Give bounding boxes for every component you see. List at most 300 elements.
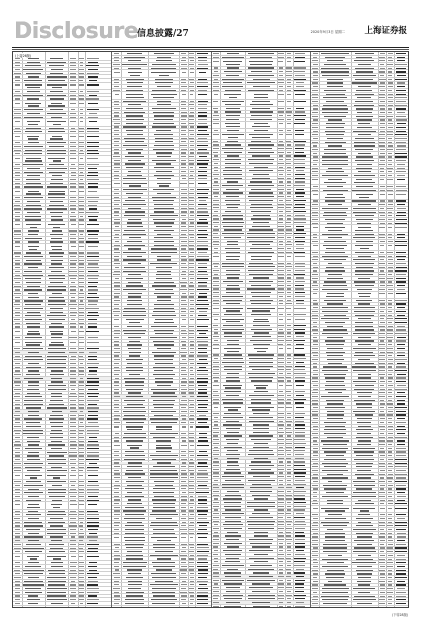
table-cell bbox=[197, 82, 208, 83]
table-cell bbox=[388, 444, 393, 445]
table-cell bbox=[198, 348, 206, 349]
table-cell bbox=[396, 584, 406, 585]
table-cell bbox=[294, 314, 306, 315]
table-cell bbox=[287, 524, 291, 525]
table-cell bbox=[113, 573, 120, 574]
table-cell bbox=[47, 186, 67, 187]
table-cell bbox=[79, 496, 84, 497]
table-cell bbox=[71, 389, 76, 390]
table-cell bbox=[325, 573, 344, 574]
table-cell bbox=[151, 537, 176, 538]
table-cell bbox=[226, 288, 240, 289]
table-cell bbox=[379, 392, 384, 393]
table-cell bbox=[23, 95, 43, 96]
table-cell bbox=[224, 369, 243, 370]
table-cell bbox=[354, 105, 374, 106]
table-cell bbox=[115, 378, 119, 379]
table-cell bbox=[352, 366, 376, 367]
table-cell bbox=[197, 211, 208, 212]
table-cell bbox=[214, 71, 218, 72]
table-cell bbox=[181, 119, 186, 120]
table-cell bbox=[150, 555, 178, 556]
table-cell bbox=[157, 540, 171, 541]
table-cell bbox=[15, 201, 21, 202]
table-cell bbox=[181, 455, 186, 456]
table-cell bbox=[229, 97, 237, 98]
table-cell bbox=[128, 477, 141, 478]
table-cell bbox=[278, 226, 284, 227]
table-cell bbox=[150, 514, 178, 515]
table-cell bbox=[79, 95, 84, 96]
table-cell bbox=[387, 440, 392, 441]
table-cell bbox=[114, 415, 120, 416]
table-cell bbox=[190, 90, 194, 91]
table-cell bbox=[287, 263, 291, 264]
table-cell bbox=[294, 123, 305, 124]
continued-from-label: (上接26版) bbox=[15, 54, 32, 58]
table-cell bbox=[213, 385, 219, 386]
table-cell bbox=[157, 462, 170, 463]
table-cell bbox=[126, 115, 143, 116]
table-cell bbox=[279, 141, 284, 142]
table-cell bbox=[70, 286, 77, 287]
table-cell bbox=[181, 222, 186, 223]
table-cell bbox=[79, 80, 83, 81]
table-cell bbox=[14, 286, 20, 287]
table-cell bbox=[286, 200, 291, 201]
table-cell bbox=[380, 223, 385, 224]
table-cell bbox=[47, 514, 67, 515]
table-cell bbox=[324, 429, 346, 430]
table-cell bbox=[249, 263, 272, 264]
table-cell bbox=[27, 441, 40, 442]
table-cell bbox=[29, 249, 37, 250]
table-cell bbox=[156, 518, 172, 519]
table-cell bbox=[380, 470, 385, 471]
table-cell bbox=[278, 402, 283, 403]
table-cell bbox=[251, 204, 272, 205]
table-cell bbox=[47, 481, 66, 482]
table-cell bbox=[123, 271, 145, 272]
table-cell bbox=[312, 485, 318, 486]
table-cell bbox=[250, 148, 271, 149]
table-cell bbox=[114, 370, 120, 371]
table-cell bbox=[214, 458, 219, 459]
table-cell bbox=[354, 459, 374, 460]
table-cell bbox=[70, 216, 76, 217]
table-cell bbox=[79, 544, 85, 545]
table-cell bbox=[294, 207, 305, 208]
table-cell bbox=[197, 507, 209, 508]
table-cell bbox=[251, 256, 272, 257]
table-cell bbox=[190, 537, 194, 538]
table-cell bbox=[113, 156, 120, 157]
table-cell bbox=[15, 158, 20, 159]
table-cell bbox=[313, 500, 317, 501]
table-cell bbox=[51, 342, 63, 343]
table-cell bbox=[294, 115, 306, 116]
table-cell bbox=[388, 573, 392, 574]
table-cell bbox=[323, 547, 348, 548]
table-cell bbox=[387, 149, 392, 150]
table-cell bbox=[71, 485, 76, 486]
table-cell bbox=[287, 94, 291, 95]
table-cell bbox=[70, 378, 76, 379]
table-cell bbox=[15, 62, 20, 63]
table-cell bbox=[224, 391, 241, 392]
table-cell bbox=[213, 602, 218, 603]
table-cell bbox=[295, 428, 304, 429]
table-cell bbox=[114, 208, 120, 209]
table-cell bbox=[87, 164, 99, 165]
table-cell bbox=[181, 226, 186, 227]
table-cell bbox=[395, 245, 407, 246]
table-cell bbox=[181, 68, 187, 69]
table-cell bbox=[295, 285, 304, 286]
table-cell bbox=[379, 86, 386, 87]
table-cell bbox=[71, 536, 76, 537]
table-cell bbox=[181, 392, 186, 393]
table-cell bbox=[197, 330, 208, 331]
table-cell bbox=[24, 208, 42, 209]
table-cell bbox=[197, 466, 209, 467]
table-cell bbox=[154, 241, 174, 242]
table-cell bbox=[114, 477, 120, 478]
table-cell bbox=[79, 208, 84, 209]
table-cell bbox=[71, 212, 76, 213]
table-cell bbox=[313, 481, 318, 482]
table-cell bbox=[79, 271, 84, 272]
table-cell bbox=[294, 185, 305, 186]
table-cell bbox=[323, 329, 347, 330]
table-cell bbox=[114, 499, 120, 500]
table-cell bbox=[223, 595, 243, 596]
table-cell bbox=[287, 274, 291, 275]
table-cell bbox=[380, 477, 384, 478]
table-cell bbox=[278, 407, 284, 408]
table-cell bbox=[71, 470, 76, 471]
table-cell bbox=[115, 569, 119, 570]
table-cell bbox=[154, 230, 175, 231]
table-cell bbox=[87, 260, 99, 261]
table-cell bbox=[295, 424, 305, 425]
table-cell bbox=[189, 330, 194, 331]
table-cell bbox=[295, 292, 305, 293]
table-cell bbox=[79, 84, 84, 85]
table-cell bbox=[279, 550, 284, 551]
table-cell bbox=[124, 112, 144, 113]
table-cell bbox=[388, 377, 393, 378]
table-cell bbox=[312, 97, 319, 98]
table-cell bbox=[70, 65, 75, 66]
table-cell bbox=[250, 181, 272, 182]
table-cell bbox=[286, 340, 291, 341]
table-cell bbox=[213, 443, 219, 444]
table-cell bbox=[52, 230, 62, 231]
table-cell bbox=[388, 340, 393, 341]
table-cell bbox=[295, 580, 305, 581]
table-cell bbox=[199, 167, 207, 168]
table-cell bbox=[325, 536, 345, 537]
table-cell bbox=[151, 411, 176, 412]
table-cell bbox=[278, 476, 284, 477]
table-cell bbox=[79, 374, 84, 375]
table-cell bbox=[388, 596, 392, 597]
table-cell bbox=[128, 462, 142, 463]
table-cell bbox=[247, 288, 275, 289]
table-cell bbox=[47, 62, 65, 63]
table-cell bbox=[51, 219, 63, 220]
table-cell bbox=[71, 467, 76, 468]
table-cell bbox=[197, 445, 209, 446]
table-cell bbox=[79, 246, 83, 247]
table-cell bbox=[380, 315, 385, 316]
table-cell bbox=[182, 293, 186, 294]
table-cell bbox=[286, 67, 291, 68]
table-cell bbox=[70, 367, 76, 368]
table-cell bbox=[49, 252, 64, 253]
table-cell bbox=[324, 116, 346, 117]
table-cell bbox=[15, 556, 19, 557]
table-cell bbox=[286, 75, 292, 76]
table-cell bbox=[189, 285, 194, 286]
table-cell bbox=[197, 248, 208, 249]
table-cell bbox=[278, 152, 284, 153]
table-cell bbox=[296, 395, 304, 396]
table-cell bbox=[379, 134, 385, 135]
table-cell bbox=[50, 256, 63, 257]
table-cell bbox=[387, 592, 392, 593]
table-cell bbox=[313, 333, 318, 334]
table-cell bbox=[190, 411, 194, 412]
table-cell bbox=[24, 117, 43, 118]
table-cell bbox=[70, 142, 77, 143]
table-cell bbox=[71, 331, 76, 332]
table-cell bbox=[380, 281, 385, 282]
table-cell bbox=[379, 396, 385, 397]
table-cell bbox=[87, 500, 99, 501]
table-cell bbox=[79, 556, 83, 557]
table-cell bbox=[70, 69, 76, 70]
table-cell bbox=[27, 91, 40, 92]
table-cell bbox=[154, 293, 174, 294]
table-cell bbox=[156, 426, 172, 427]
table-cell bbox=[395, 223, 406, 224]
table-cell bbox=[190, 94, 194, 95]
table-cell bbox=[180, 352, 187, 353]
table-cell bbox=[79, 525, 83, 526]
table-cell bbox=[198, 285, 208, 286]
table-cell bbox=[222, 580, 244, 581]
table-cell bbox=[213, 229, 220, 230]
table-cell bbox=[47, 599, 67, 600]
table-cell bbox=[388, 71, 392, 72]
table-cell bbox=[227, 53, 239, 54]
table-cell bbox=[79, 315, 83, 316]
table-cell bbox=[357, 289, 372, 290]
table-cell bbox=[379, 536, 385, 537]
table-cell bbox=[296, 569, 304, 570]
table-cell bbox=[125, 200, 145, 201]
table-cell bbox=[25, 551, 42, 552]
table-cell bbox=[152, 64, 177, 65]
table-cell bbox=[189, 259, 194, 260]
table-cell bbox=[287, 325, 291, 326]
table-cell bbox=[226, 377, 239, 378]
table-cell bbox=[189, 462, 194, 463]
table-cell bbox=[157, 86, 171, 87]
table-cell bbox=[190, 152, 194, 153]
table-cell bbox=[156, 267, 172, 268]
table-cell bbox=[79, 293, 84, 294]
table-cell bbox=[254, 332, 269, 333]
table-cell bbox=[227, 344, 238, 345]
table-cell bbox=[294, 233, 305, 234]
table-cell bbox=[114, 466, 120, 467]
table-cell bbox=[396, 411, 406, 412]
table-cell bbox=[79, 581, 84, 582]
table-cell bbox=[80, 65, 84, 66]
table-cell bbox=[87, 230, 99, 231]
table-cell bbox=[313, 108, 318, 109]
table-cell bbox=[70, 234, 76, 235]
table-cell bbox=[213, 546, 218, 547]
table-cell bbox=[286, 385, 291, 386]
table-cell bbox=[88, 312, 97, 313]
table-cell bbox=[355, 329, 374, 330]
table-cell bbox=[181, 400, 187, 401]
table-cell bbox=[70, 448, 77, 449]
table-cell bbox=[87, 146, 100, 147]
table-cell bbox=[380, 318, 384, 319]
table-cell bbox=[286, 155, 291, 156]
table-cell bbox=[190, 459, 194, 460]
table-cell bbox=[79, 367, 84, 368]
table-cell bbox=[190, 293, 194, 294]
table-cell bbox=[197, 370, 208, 371]
table-cell bbox=[181, 433, 186, 434]
table-cell bbox=[114, 86, 119, 87]
table-cell bbox=[379, 60, 385, 61]
table-cell bbox=[87, 91, 99, 92]
table-cell bbox=[397, 440, 405, 441]
table-cell bbox=[379, 525, 385, 526]
table-cell bbox=[294, 373, 306, 374]
table-cell bbox=[397, 418, 405, 419]
table-cell bbox=[123, 252, 147, 253]
table-cell bbox=[223, 218, 242, 219]
table-cell bbox=[213, 476, 219, 477]
table-cell bbox=[213, 119, 219, 120]
table-cell bbox=[313, 263, 317, 264]
table-cell bbox=[226, 587, 239, 588]
table-cell bbox=[355, 363, 373, 364]
table-cell bbox=[312, 127, 318, 128]
table-cell bbox=[25, 592, 42, 593]
table-cell bbox=[213, 57, 219, 58]
table-cell bbox=[357, 566, 372, 567]
table-cell bbox=[279, 385, 283, 386]
table-cell bbox=[358, 303, 370, 304]
table-cell bbox=[287, 178, 291, 179]
table-cell bbox=[181, 562, 186, 563]
table-cell bbox=[224, 178, 242, 179]
table-cell bbox=[358, 344, 371, 345]
table-cell bbox=[52, 249, 62, 250]
table-cell bbox=[70, 267, 76, 268]
table-cell bbox=[214, 226, 219, 227]
table-cell bbox=[327, 293, 344, 294]
table-cell bbox=[248, 598, 275, 599]
table-cell bbox=[123, 145, 147, 146]
table-cell bbox=[86, 65, 99, 66]
table-cell bbox=[356, 533, 372, 534]
table-cell bbox=[114, 171, 119, 172]
table-cell bbox=[114, 333, 120, 334]
table-cell bbox=[52, 500, 62, 501]
table-cell bbox=[70, 595, 76, 596]
table-cell bbox=[181, 208, 187, 209]
table-cell bbox=[279, 241, 284, 242]
table-cell bbox=[250, 565, 273, 566]
table-cell bbox=[254, 123, 268, 124]
table-cell bbox=[296, 602, 304, 603]
table-cell bbox=[312, 112, 318, 113]
table-cell bbox=[225, 387, 241, 388]
table-cell bbox=[294, 561, 305, 562]
table-cell bbox=[295, 134, 304, 135]
table-cell bbox=[396, 311, 407, 312]
table-cell bbox=[278, 196, 283, 197]
table-cell bbox=[355, 503, 375, 504]
table-cell bbox=[152, 562, 175, 563]
table-cell bbox=[198, 123, 206, 124]
table-cell bbox=[322, 448, 347, 449]
table-cell bbox=[380, 329, 385, 330]
table-cell bbox=[14, 463, 20, 464]
table-cell bbox=[296, 576, 304, 577]
table-cell bbox=[387, 252, 393, 253]
table-cell bbox=[286, 111, 291, 112]
table-cell bbox=[387, 134, 393, 135]
table-cell bbox=[47, 356, 67, 357]
table-cell bbox=[214, 167, 219, 168]
table-cell bbox=[198, 529, 207, 530]
table-cell bbox=[89, 562, 97, 563]
table-cell bbox=[197, 459, 207, 460]
table-cell bbox=[23, 570, 43, 571]
table-cell bbox=[294, 79, 305, 80]
table-cell bbox=[328, 481, 342, 482]
table-cell bbox=[15, 76, 20, 77]
table-cell bbox=[279, 130, 283, 131]
table-cell bbox=[87, 275, 99, 276]
table-cell bbox=[388, 156, 392, 157]
table-cell bbox=[296, 277, 304, 278]
table-cell bbox=[197, 544, 208, 545]
table-cell bbox=[70, 348, 76, 349]
table-cell bbox=[396, 599, 407, 600]
table-cell bbox=[15, 58, 21, 59]
table-cell bbox=[379, 559, 385, 560]
table-cell bbox=[250, 119, 272, 120]
table-cell bbox=[294, 491, 305, 492]
table-cell bbox=[321, 508, 349, 509]
table-cell bbox=[396, 570, 407, 571]
table-cell bbox=[224, 502, 241, 503]
table-cell bbox=[87, 489, 100, 490]
table-cell bbox=[199, 525, 207, 526]
